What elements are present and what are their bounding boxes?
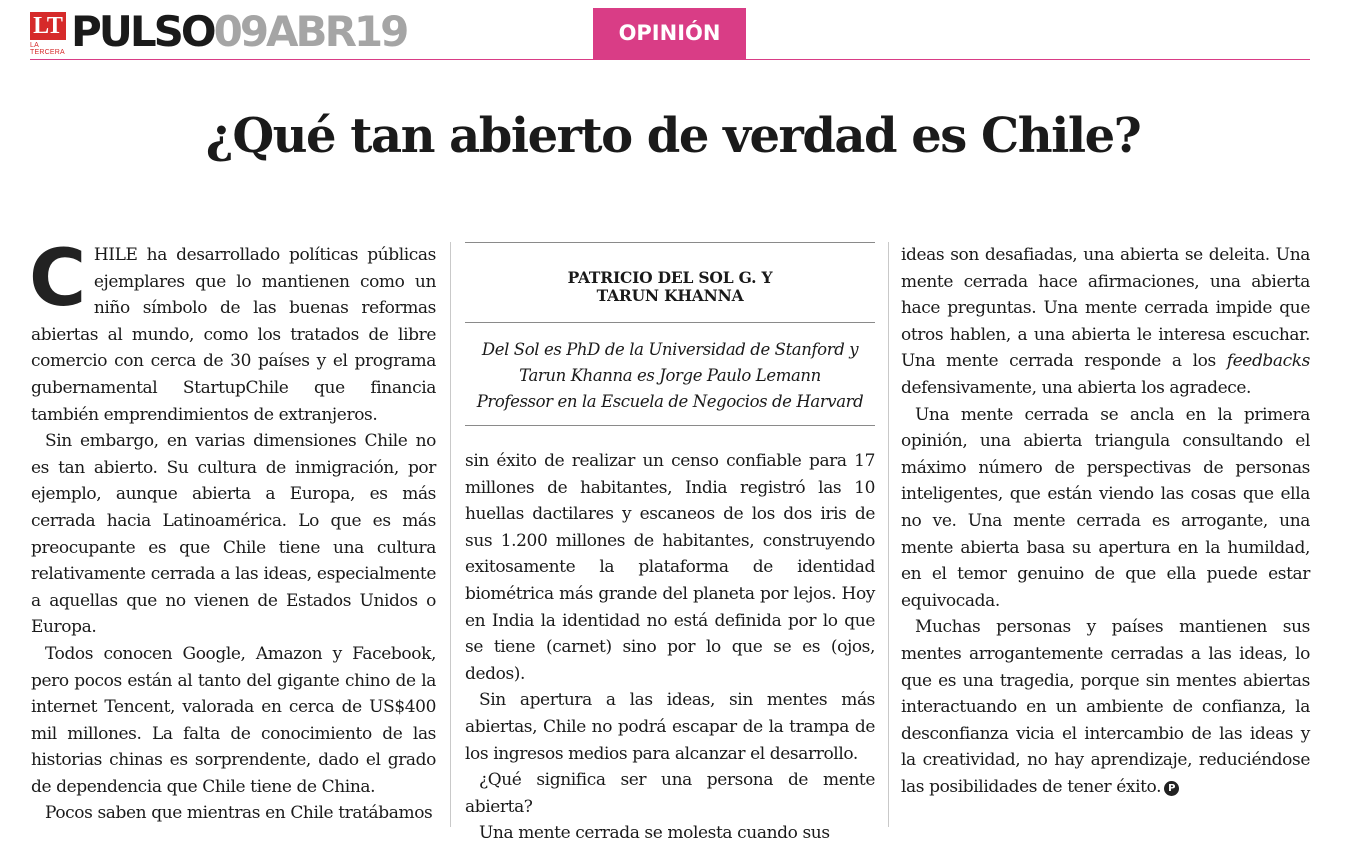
paragraph-text: defensivamente, una abierta los agradece.: [901, 377, 1252, 398]
author-line: PATRICIO DEL SOL G. Y: [567, 268, 773, 287]
paragraph-text: HILE ha desarrollado políticas públicas ejemplares que lo mantienen como un niño símbolo de las buenas reformas abiertas al mundo, como los tratados de libre comercio con cerca de 30 países y el programa gubernamental StartupChile que financia también emprendimientos de extranjeros.: [31, 245, 436, 425]
article-column-1: [29, 234, 436, 827]
article-column-3: [901, 242, 1310, 800]
section-tag: OPINIÓN: [593, 8, 746, 59]
paragraph-text: ideas son desafiadas, una abierta se deleita. Una mente cerrada hace afirmaciones, una abierta hace preguntas. Una mente cerrada impide que otros hablen, a una abierta le interesa escuchar. Una mente cerrada responde a los: [901, 245, 1310, 372]
bio-line: Tarun Khanna es Jorge Paulo Lemann: [519, 366, 821, 385]
italic-term: feedbacks: [1226, 351, 1310, 372]
column-divider: [888, 242, 889, 827]
logo-letters: LT: [30, 12, 66, 40]
article-column-2: [465, 242, 875, 847]
author-bio: [465, 323, 875, 425]
supplement-title: [71, 7, 407, 56]
drop-cap: C: [29, 234, 86, 324]
paragraph: ¿Qué significa ser una persona de mente abierta?: [465, 770, 875, 817]
header-rule: [30, 59, 1310, 60]
masthead: [30, 7, 407, 56]
bio-line: Del Sol es PhD de la Universidad de Stanford y: [481, 340, 859, 359]
paragraph: Una mente cerrada se molesta cuando sus: [479, 823, 830, 844]
la-tercera-logo: [30, 12, 68, 56]
article-headline: ¿Qué tan abierto de verdad es Chile?: [205, 108, 1141, 164]
author-names: [465, 243, 875, 323]
logo-subtitle: LA TERCERA: [30, 42, 65, 56]
bio-line: Professor en la Escuela de Negocios de Harvard: [476, 392, 864, 411]
paragraph: Sin apertura a las ideas, sin mentes más abiertas, Chile no podrá escapar de la trampa de los ingresos medios para alcanzar el desarrollo.: [465, 690, 875, 764]
paragraph: Una mente cerrada se ancla en la primera opinión, una abierta triangula consultando el máximo número de perspectivas de personas inteligentes, que están viendo las cosas que ella no ve. Una mente cerrada es arrogante, una mente abierta basa su apertura en la humildad, en el temor genuino de que ella puede estar equivocada.: [901, 404, 1310, 611]
paragraph: [901, 614, 1310, 800]
author-box: [465, 242, 875, 426]
supplement-name: PULSO: [71, 7, 214, 56]
column-divider: [450, 242, 451, 827]
paragraph-text: Muchas personas y países mantienen sus mentes arrogantemente cerradas a las ideas, lo que es una tragedia, porque sin mentes abiertas interactuando en un ambiente de confianza, la desconfianza vicia el intercambio de las ideas y la creatividad, no hay aprendizaje, reduciéndose las posibilidades de tener éxito.: [901, 617, 1310, 797]
paragraph: sin éxito de realizar un censo confiable para 17 millones de habitantes, India registró las 10 huellas dactilares y escaneos de los dos iris de sus 1.200 millones de habitantes, construyendo exitosamente la plataforma de identidad biométrica más grande del planeta por lejos. Hoy en India la identidad no está definida por lo que se tiene (carnet) sino por lo que se es (ojos, dedos).: [465, 451, 875, 684]
author-line: TARUN KHANNA: [596, 286, 744, 305]
paragraph: [29, 234, 436, 428]
paragraph: [901, 242, 1310, 402]
paragraph: Pocos saben que mientras en Chile tratábamos: [45, 803, 433, 824]
issue-date: 09ABR19: [213, 7, 407, 56]
column-2-body: [465, 448, 875, 847]
paragraph: Sin embargo, en varias dimensiones Chile no es tan abierto. Su cultura de inmigración, por ejemplo, aunque abierta a Europa, es más cerrada hacia Latinoamérica. Lo que es más preocupante es que Chile tiene una cultura relativamente cerrada a las ideas, especialmente a aquellas que no vienen de Estados Unidos o Europa.: [31, 431, 436, 638]
end-of-article-icon: P: [1164, 781, 1179, 796]
paragraph: Todos conocen Google, Amazon y Facebook, pero pocos están al tanto del gigante chino de la internet Tencent, valorada en cerca de US$400 mil millones. La falta de conocimiento de las historias chinas es sorprendente, dado el grado de dependencia que Chile tiene de China.: [31, 643, 436, 797]
